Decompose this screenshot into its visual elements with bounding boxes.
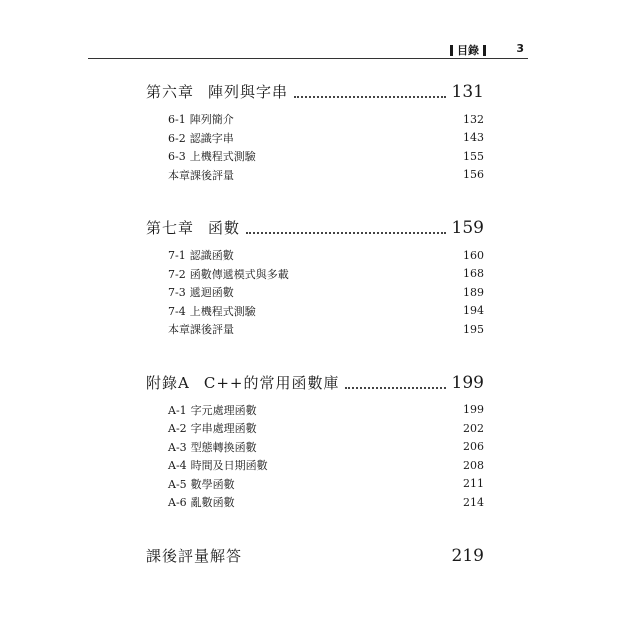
header-bar-right — [483, 45, 486, 56]
section-title: 上機程式測驗 — [189, 150, 256, 164]
chapter-7-sections — [146, 246, 484, 339]
chapter-7-heading — [146, 217, 240, 238]
chapter-7-entry[interactable] — [146, 214, 484, 238]
section-title: 數學函數 — [190, 477, 235, 491]
chapter-7-page: 159 — [451, 218, 484, 238]
header-bar-left — [450, 45, 453, 56]
appendix-a-title: C++的常用函數庫 — [203, 373, 340, 392]
section-number: 6-2 — [168, 131, 186, 145]
section-title: 陣列簡介 — [189, 113, 234, 127]
section-page: 189 — [463, 285, 484, 299]
appendix-a-entry[interactable] — [146, 369, 484, 393]
section-entry[interactable] — [168, 265, 484, 284]
section-number: A-4 — [168, 459, 187, 473]
section-entry[interactable] — [168, 166, 484, 185]
chapter-7-label: 第七章 — [146, 219, 195, 237]
section-entry[interactable] — [168, 246, 484, 265]
section-page: 214 — [463, 495, 484, 509]
section-number: A-5 — [168, 477, 187, 491]
appendix-a-page: 199 — [451, 372, 484, 393]
section-page: 143 — [463, 131, 484, 145]
dot-leader — [246, 232, 446, 234]
section-page: 208 — [463, 458, 484, 472]
section-number: 6-1 — [168, 113, 186, 127]
section-entry[interactable] — [168, 110, 484, 129]
section-entry[interactable] — [168, 147, 484, 166]
section-title: 認識字串 — [189, 131, 234, 145]
section-number: 7-3 — [168, 286, 186, 300]
section-entry[interactable] — [168, 129, 484, 148]
header-title — [450, 42, 486, 58]
section-number: A-3 — [168, 440, 187, 454]
section-page: 194 — [463, 304, 484, 318]
section-number: 7-4 — [168, 304, 186, 318]
section-page: 206 — [463, 440, 484, 454]
chapter-7-title: 函數 — [208, 219, 241, 237]
section-entry[interactable] — [168, 401, 484, 420]
section-title: 上機程式測驗 — [189, 304, 256, 318]
section-number: A-2 — [168, 422, 187, 436]
section-entry[interactable] — [168, 302, 484, 321]
section-title: 字元處理函數 — [190, 403, 257, 417]
section-entry[interactable] — [168, 438, 484, 457]
section-page: 156 — [463, 168, 484, 182]
dot-leader — [345, 387, 445, 389]
section-page: 168 — [463, 267, 484, 281]
section-entry[interactable] — [168, 475, 484, 494]
section-title: 本章課後評量 — [168, 168, 234, 182]
section-entry[interactable] — [168, 493, 484, 512]
dot-leader — [294, 96, 446, 98]
section-title: 亂數函數 — [190, 496, 235, 510]
section-title: 時間及日期函數 — [190, 459, 268, 473]
appendix-a-sections — [146, 401, 484, 512]
chapter-6-sections — [146, 110, 484, 184]
section-number: A-6 — [168, 496, 187, 510]
section-page: 211 — [463, 477, 484, 491]
chapter-6-entry[interactable] — [146, 78, 484, 102]
header-title-text: 目錄 — [457, 44, 479, 57]
section-entry[interactable] — [168, 320, 484, 339]
section-page: 195 — [463, 322, 484, 336]
section-page: 160 — [463, 248, 484, 262]
section-number: 7-2 — [168, 267, 186, 281]
section-page: 155 — [463, 149, 484, 163]
section-number: 6-3 — [168, 150, 186, 164]
answers-page: 219 — [451, 545, 484, 566]
section-entry[interactable] — [168, 283, 484, 302]
section-number: 7-1 — [168, 249, 186, 263]
section-page: 132 — [463, 112, 484, 126]
section-entry[interactable] — [168, 456, 484, 475]
section-title: 函數傳遞模式與多載 — [189, 267, 289, 281]
section-title: 本章課後評量 — [168, 323, 234, 337]
answers-entry[interactable] — [146, 542, 484, 566]
chapter-6-label: 第六章 — [146, 83, 195, 101]
section-number: A-1 — [168, 403, 187, 417]
section-title: 型態轉換函數 — [190, 440, 257, 454]
chapter-6-heading — [146, 81, 288, 102]
table-of-contents — [146, 78, 484, 566]
appendix-a-heading — [146, 372, 339, 393]
section-page: 202 — [463, 421, 484, 435]
section-entry[interactable] — [168, 419, 484, 438]
header-page-number: 3 — [516, 42, 524, 55]
chapter-6-title: 陣列與字串 — [208, 83, 289, 101]
section-page: 199 — [463, 403, 484, 417]
section-title: 遞迴函數 — [189, 286, 234, 300]
section-title: 認識函數 — [189, 249, 234, 263]
chapter-6-page: 131 — [451, 82, 484, 102]
appendix-a-label: 附錄A — [146, 373, 190, 392]
answers-title: 課後評量解答 — [146, 546, 243, 565]
section-title: 字串處理函數 — [190, 422, 257, 436]
page-header — [88, 40, 528, 59]
